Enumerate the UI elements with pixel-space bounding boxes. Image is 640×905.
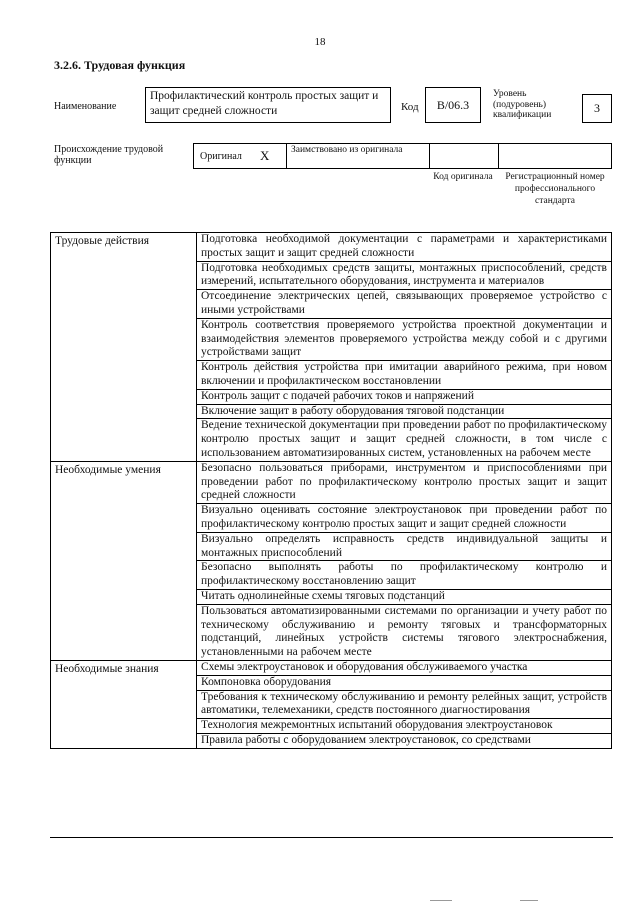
table-cell: Пользоваться автоматизированными системами по организации и учету работ по техническому обслуживанию и ремонту тяговых и трансформаторных подстанций, линейных устройств системы тягового электроснабжения, установленными на рабочем месте — [197, 604, 612, 660]
scan-artifact — [520, 900, 538, 901]
table-row — [51, 461, 612, 503]
table-cell: Схемы электроустановок и оборудования обслуживаемого участка — [197, 660, 612, 675]
labor-function-table — [50, 232, 612, 749]
scan-artifact — [430, 900, 452, 901]
table-cell: Правила работы с оборудованием электроустановок, со средствами — [197, 733, 612, 748]
original-label: Оригинал — [200, 151, 242, 162]
table-cell: Читать однолинейные схемы тяговых подстанций — [197, 589, 612, 604]
level-value: 3 — [594, 101, 600, 115]
code-box — [425, 87, 481, 123]
page-bottom-margin — [0, 838, 640, 905]
table-cut-line — [50, 837, 613, 838]
page-number: 18 — [314, 36, 326, 48]
original-mark: X — [260, 148, 270, 163]
table-row — [51, 233, 612, 262]
table-cell: Безопасно пользоваться приборами, инструментом и приспособлениями при проведении работ по профилактическому контролю простых защит и защит средней сложности — [197, 461, 612, 503]
table-cell: Контроль действия устройства при имитации аварийного режима, при новом включении и профилактическом восстановлении — [197, 361, 612, 390]
section-title: 3.2.6. Трудовая функция — [54, 58, 186, 72]
code-value: В/06.3 — [436, 97, 470, 112]
category-cell: Необходимые знания — [51, 660, 197, 748]
table-cell: Визуально оценивать состояние электроустановок при проведении работ по профилактическому контролю простых защит и защит средней сложности — [197, 504, 612, 533]
code-label: Код — [401, 101, 419, 113]
function-name-box — [145, 87, 391, 123]
table-cell: Подготовка необходимой документации с параметрами и характеристиками простых защит и защит средней сложности — [197, 233, 612, 262]
origin-label: Происхождение трудовой функции — [54, 144, 164, 166]
borrowed-cell — [286, 143, 430, 169]
table-cell: Отсоединение электрических цепей, связывающих проверяемое устройство с иными устройствами — [197, 290, 612, 319]
level-box — [582, 94, 612, 123]
table-cell: Включение защит в работу оборудования тяговой подстанции — [197, 404, 612, 419]
name-label: Наименование — [54, 101, 117, 112]
table-cell: Контроль защит с подачей рабочих токов и напряжений — [197, 389, 612, 404]
table-cell: Требования к техническому обслуживанию и ремонту релейных защит, устройств автоматики, телемеханики, средств постоянного диагностирования — [197, 690, 612, 719]
function-name: Профилактический контроль простых защит и защит средней сложности — [150, 90, 379, 117]
original-code-caption: Код оригинала — [433, 172, 493, 182]
category-cell: Необходимые умения — [51, 461, 197, 660]
table-cell: Безопасно выполнять работы по профилактическому контролю и профилактическому восстановлению защит — [197, 561, 612, 590]
original-cell — [193, 143, 287, 169]
borrowed-label: Заимствовано из оригинала — [291, 145, 403, 155]
table-cell: Контроль соответствия проверяемого устройства проектной документации и взаимодействия элементов проверяемого устройства между собой и с другими устройствами защит — [197, 318, 612, 360]
table-row — [51, 660, 612, 675]
table-cell: Подготовка необходимых средств защиты, монтажных приспособлений, средств измерений, испытательного оборудования, инструмента и материалов — [197, 261, 612, 290]
table-cell: Ведение технической документации при проведении работ по профилактическому контролю простых защит и защит средней сложности, в том числе с использованием автоматизированных систем, установленных на рабочем месте — [197, 419, 612, 461]
original-code-cell — [429, 143, 499, 169]
reg-number-caption: Регистрационный номер профессионального стандарта — [505, 172, 605, 206]
table-cell: Технология межремонтных испытаний оборудования электроустановок — [197, 719, 612, 734]
table-cell: Визуально определять исправность средств индивидуальной защиты и монтажных приспособлений — [197, 532, 612, 561]
category-cell: Трудовые действия — [51, 233, 197, 462]
table-cell: Компоновка оборудования — [197, 675, 612, 690]
reg-number-cell — [498, 143, 612, 169]
level-label: Уровень (подуровень) квалификации — [493, 89, 552, 120]
